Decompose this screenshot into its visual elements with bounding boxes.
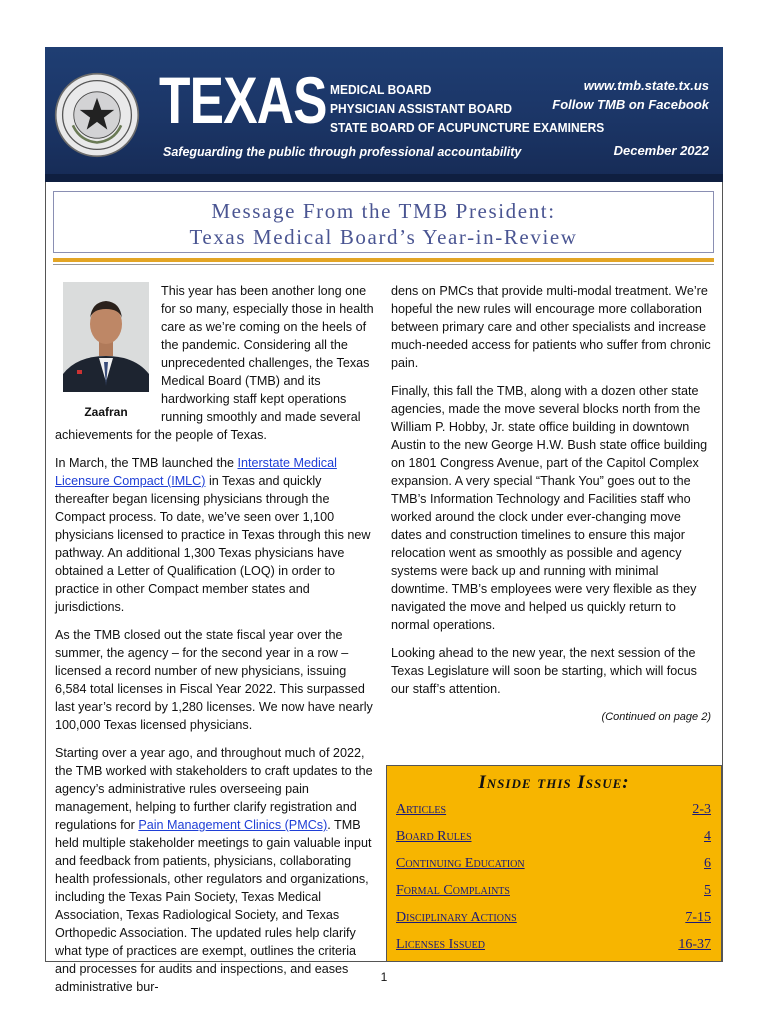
board-name-pa: PHYSICIAN ASSISTANT BOARD — [330, 101, 513, 116]
header-links — [552, 76, 709, 114]
inside-heading: Inside this Issue: — [478, 772, 630, 793]
thin-divider — [53, 264, 714, 265]
paragraph-4: Starting over a year ago, and throughout much of 2022, the TMB worked with stakeholders to craft updates to the agency’s administrative rules overseeing pain management, helping to further clarify registration and regulations for Pain Management Clinics (PMCs). TMB held multiple stakeholder meetings to gain valuable input and feedback from patients, physicians, collaborating health professionals, other regulators and organizations, including the Texas Pain Society, Texas Medical Association, Texas Radiological Society, and Texas Orthopedic Association. The updated rules help clarify what type of practices are exempt, outlines the criteria and processes for audits and inspections, and eases administrative bur- — [55, 746, 373, 994]
board-name-acupuncture: STATE BOARD OF ACUPUNCTURE EXAMINERS — [330, 120, 605, 135]
paragraph-3: As the TMB closed out the state fiscal year over the summer, the agency – for the second year in a row – licensed a record number of new physicians, issuing 6,584 total licenses in Fiscal Year 2022. This surpassed last year’s record by 1,280 licenses. We now have nearly 100,000 Texas licensed physicians. — [55, 628, 373, 732]
website-link[interactable]: www.tmb.state.tx.us — [583, 78, 709, 93]
article-column-left — [55, 282, 375, 1006]
paragraph-2: In March, the TMB launched the Interstate Medical Licensure Compact (IMLC) in Texas and quickly thereafter began licensing physicians through the Compact process. To date, we’ve seen over 1,100 physicians licensed to practice in Texas through this new pathway. An additional 1,300 Texas physicians have obtained a Letter of Qualification (LOQ) in order to practice in other Compact member states and jurisdictions. — [55, 456, 371, 614]
pmc-link[interactable]: Pain Management Clinics (PMCs) — [138, 818, 328, 832]
paragraph-7: Looking ahead to the new year, the next session of the Texas Legislature will soon be starting, which will focus our staff’s attention. — [391, 646, 697, 696]
tagline: Safeguarding the public through professional accountability — [163, 145, 522, 159]
continued-note: (Continued on page 2) — [601, 711, 711, 723]
article-title-line2: Texas Medical Board’s Year-in-Review — [189, 225, 578, 249]
photo-caption: Zaafran — [84, 405, 128, 419]
page-number: 1 — [380, 970, 388, 984]
paragraph-1: This year has been another long one for so many, especially those in health care as we’re coming on the heels of the pandemic. Considering all the unprecedented challenges, the Texas Medical Board (TMB) and its hardworking staff kept operations running smoothly and made several achievements for the people of Texas. — [55, 284, 374, 442]
texas-wordmark: TEXAS — [159, 63, 327, 137]
article-column-right — [391, 282, 711, 726]
paragraph-6: Finally, this fall the TMB, along with a dozen other state agencies, made the move several blocks north from the William P. Hobby, Jr. state office building in downtown Austin to the new George H.W. Bush state office building on 1801 Congress Avenue, part of the Capitol Complex expansion. A very special “Thank You” goes out to the TMB’s Information Technology and Facilities staff who worked around the clock under ever-changing move dates and construction timelines to ensure this major relocation went as smoothly as possible and agency systems were back up and running with minimal downtime. TMB’s employees were very flexible as they navigated the move and helped us quickly return to normal operations. — [391, 384, 708, 632]
texas-state-seal-icon — [54, 72, 140, 158]
imlc-link[interactable]: Interstate Medical Licensure Compact (IMLC) — [55, 456, 337, 488]
issue-date: December 2022 — [613, 143, 709, 158]
header-banner — [45, 47, 723, 182]
inside-this-issue-box: Inside this Issue: Articles 2-3 Board Rules 4 Continuing Education 6 Formal Complaints 5 Disciplinary Actions 7-15 Licenses Issued 16-37 — [386, 765, 722, 962]
gold-divider — [53, 258, 714, 262]
article-title-box — [53, 191, 714, 253]
president-photo-block — [55, 282, 151, 421]
paragraph-5: dens on PMCs that provide multi-modal treatment. We’re hopeful the new rules will encourage more collaboration between primary care and other specialists and increase much-needed access for patients who suffer from chronic pain. — [391, 284, 711, 370]
president-photo — [63, 282, 149, 392]
facebook-link[interactable]: Follow TMB on Facebook — [552, 97, 709, 112]
banner-edge — [45, 174, 723, 182]
board-name-medical: MEDICAL BOARD — [330, 82, 432, 97]
article-title-line1: Message From the TMB President: — [211, 199, 556, 223]
